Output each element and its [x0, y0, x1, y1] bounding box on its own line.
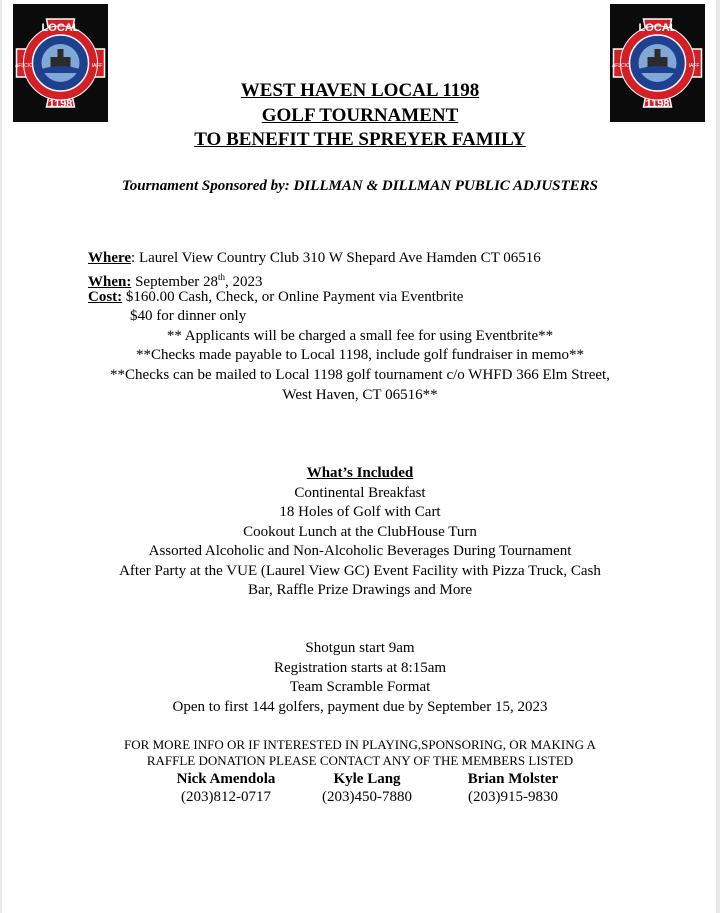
checks-payable-note: **Checks made payable to Local 1198, include golf fundraiser in memo** [135, 347, 585, 363]
contact-card [146, 771, 306, 806]
included-heading: What’s Included [306, 465, 414, 481]
schedule-item: Registration starts at 8:15am [273, 660, 447, 676]
schedule-item: Team Scramble Format [289, 679, 431, 695]
schedule-item: Shotgun start 9am [305, 640, 415, 656]
where-line [88, 249, 541, 268]
logo-bottom-text: 1198 [645, 98, 670, 110]
title-line-3: TO BENEFIT THE SPREYER FAMILY [194, 129, 526, 150]
included-item: Assorted Alcoholic and Non-Alcoholic Beverages During Tournament [148, 543, 572, 559]
when-suffix: th [218, 272, 226, 282]
included-item: 18 Holes of Golf with Cart [279, 504, 441, 520]
title-line-2: GOLF TOURNAMENT [261, 105, 459, 126]
contact-name: Nick Amendola [176, 771, 276, 787]
logo-left-text: AFLCIO [14, 63, 34, 69]
contact-phone: (203)812-0717 [181, 789, 271, 805]
eventbrite-note: ** Applicants will be charged a small fee for using Eventbrite** [166, 328, 554, 344]
cost-label: Cost: [88, 289, 123, 305]
when-label: When: [88, 274, 132, 290]
sponsor-line: Tournament Sponsored by: DILLMAN & DILLMAN PUBLIC ADJUSTERS [121, 178, 599, 194]
included-item: After Party at the VUE (Laurel View GC) Event Facility with Pizza Truck, Cash [119, 563, 601, 579]
included-item: Continental Breakfast [294, 485, 426, 501]
logo-top-text: LOCAL [638, 22, 677, 34]
contact-name: Kyle Lang [333, 771, 401, 787]
contact-phone: (203)450-7880 [322, 789, 412, 805]
dinner-line: $40 for dinner only [130, 308, 247, 324]
schedule-item: Open to first 144 golfers, payment due by September 15, 2023 [172, 699, 548, 715]
checks-mailed-note-address: West Haven, CT 06516** [282, 387, 438, 403]
cost-line [88, 288, 463, 307]
contact-card [433, 771, 593, 806]
cost-value: $160.00 Cash, Check, or Online Payment via Eventbrite [122, 289, 464, 305]
more-info-line-2: RAFFLE DONATION PLEASE CONTACT ANY OF THE MEMBERS LISTED [146, 753, 574, 768]
contact-name: Brian Molster [467, 771, 559, 787]
logo-top-text: LOCAL [41, 22, 80, 34]
included-item: Cookout Lunch at the ClubHouse Turn [243, 524, 477, 540]
logo-right-text: IAFF [91, 63, 103, 69]
when-year: , 2023 [225, 274, 263, 290]
when-value: September 28 [131, 274, 218, 290]
logo-right-text: IAFF [688, 63, 700, 69]
logo-bottom-text: 1198 [48, 98, 73, 110]
where-label: Where [88, 250, 132, 266]
contact-phone: (203)915-9830 [468, 789, 558, 805]
logo-left-text: AFLCIO [611, 63, 631, 69]
title-line-1: WEST HAVEN LOCAL 1198 [240, 80, 480, 101]
checks-mailed-note: **Checks can be mailed to Local 1198 golf tournament c/o WHFD 366 Elm Street, [110, 367, 610, 383]
more-info-line-1: FOR MORE INFO OR IF INTERESTED IN PLAYING,SPONSORING, OR MAKING A [124, 737, 596, 752]
where-value: : Laurel View Country Club 310 W Shepard Ave Hamden CT 06516 [131, 250, 541, 266]
included-item: Bar, Raffle Prize Drawings and More [247, 582, 473, 598]
contact-card [287, 771, 447, 806]
